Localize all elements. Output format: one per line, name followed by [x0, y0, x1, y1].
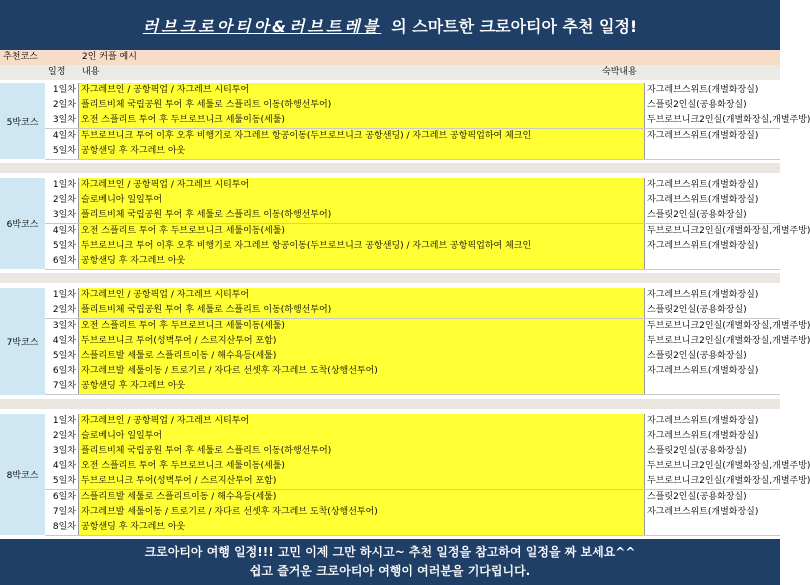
day-cell: 5일차	[45, 474, 79, 489]
stay-cell: 두브로브니크2인실(개별화장실,개별주방)	[645, 319, 780, 334]
top-banner	[0, 0, 780, 50]
header-row-1	[0, 50, 780, 65]
itinerary-row	[45, 254, 780, 270]
day-cell: 1일차	[45, 83, 79, 98]
day-cell: 4일차	[45, 459, 79, 474]
day-cell: 5일차	[45, 349, 79, 364]
itinerary-row	[45, 113, 810, 129]
description-cell: 오전 스플리트 투어 후 두브로브니크 세툴이동(세툴)	[79, 113, 645, 128]
description-cell: 오전 스플리트 투어 후 두브로브니크 세툴이동(세툴)	[79, 319, 645, 334]
day-cell: 1일차	[45, 288, 79, 303]
stay-cell: 자그레브스위트(개별화장실)	[645, 239, 780, 254]
description-cell: 플리트비체 국립공원 투어 후 세툴로 스플리트 이동(하행선투어)	[79, 444, 645, 459]
stay-cell: 두브로브니크2인실(개별화장실,개별주방)	[645, 459, 780, 474]
itinerary-row	[45, 239, 780, 255]
course-block	[0, 288, 810, 394]
example-label: 2인 커플 예시	[82, 52, 137, 62]
course-name: 8박코스	[0, 414, 46, 536]
stay-cell: 자그레브스위트(개별화장실)	[645, 364, 780, 379]
itinerary-row	[45, 129, 780, 145]
stay-cell: 자그레브스위트(개별화장실)	[645, 429, 780, 444]
stay-cell: 두브로브니크2인실(개별화장실,개별주방)	[645, 113, 780, 128]
itinerary-row	[45, 334, 810, 350]
course-column-label: 추천코스	[3, 52, 38, 62]
stay-cell: 자그레브스위트(개별화장실)	[645, 129, 780, 144]
description-cell: 두브로브니크 투어 이후 오후 비행기로 자그레브 항공이동(두브로브니크 공항샌딩) / 자그레브 공항픽업하여 체크인	[79, 129, 645, 144]
itinerary-row	[45, 83, 780, 99]
footer-line-2: 쉽고 즐거운 크로아티아 여행이 여러분을 기다립니다.	[249, 564, 531, 578]
itinerary-row	[45, 474, 810, 490]
day-cell: 2일차	[45, 303, 79, 318]
stay-cell: 자그레브스위트(개별화장실)	[645, 288, 780, 303]
stay-cell: 자그레브스위트(개별화장실)	[645, 414, 780, 429]
stay-cell: 자그레브스위트(개별화장실)	[645, 193, 780, 208]
description-cell: 두브로브니크 투어(성벽투어 / 스르지산투어 포함)	[79, 474, 645, 489]
course-block	[0, 414, 810, 536]
description-cell: 오전 스플리트 투어 후 두브로브니크 세툴이동(세툴)	[79, 224, 645, 239]
day-cell: 4일차	[45, 334, 79, 349]
itinerary-row	[45, 379, 780, 395]
stay-cell: 자그레브스위트(개별화장실)	[645, 83, 780, 98]
description-cell: 자그레브인 / 공항픽업 / 자그레브 시티투어	[79, 414, 645, 429]
course-block	[0, 83, 810, 159]
stay-cell: 스플릿2인실(공용화장실)	[645, 349, 780, 364]
spacer-row	[0, 273, 780, 283]
spacer-row	[0, 399, 780, 409]
itinerary-row	[45, 349, 780, 365]
stay-cell: 자그레브스위트(개별화장실)	[645, 178, 780, 193]
stay-cell	[645, 144, 780, 159]
description-cell: 공항샌딩 후 자그레브 아웃	[79, 379, 645, 394]
day-cell: 3일차	[45, 444, 79, 459]
description-cell: 자그레브인 / 공항픽업 / 자그레브 시티투어	[79, 178, 645, 193]
day-cell: 3일차	[45, 208, 79, 223]
day-column-label: 일정	[48, 67, 66, 77]
stay-cell: 두브로브니크2인실(개별화장실,개별주방)	[645, 334, 780, 349]
itinerary-row	[45, 319, 810, 335]
itinerary-sheet	[0, 50, 810, 539]
stay-cell: 스플릿2인실(공용화장실)	[645, 303, 780, 318]
stay-cell: 두브로브니크2인실(개별화장실,개별주방)	[645, 474, 780, 489]
itinerary-row	[45, 414, 780, 430]
itinerary-row	[45, 459, 810, 475]
footer-line-1: 크로아티아 여행 일정!!! 고민 이제 그만 하시고~ 추천 일정을 참고하여 일정을 짜 보세요^^	[144, 545, 636, 559]
stay-cell: 두브로브니크2인실(개별화장실,개별주방)	[645, 224, 780, 239]
course-block	[0, 178, 810, 269]
stay-cell: 스플릿2인실(공용화장실)	[645, 208, 780, 223]
itinerary-row	[45, 429, 780, 445]
brand-name: 러브크로아티아&러브트레블	[142, 16, 382, 36]
day-cell: 8일차	[45, 520, 79, 535]
itinerary-row	[45, 520, 780, 536]
itinerary-row	[45, 193, 780, 209]
description-cell: 플리트비체 국립공원 투어 후 세툴로 스플리트 이동(하행선투어)	[79, 303, 645, 318]
course-name: 6박코스	[0, 178, 46, 269]
stay-cell: 스플릿2인실(공용화장실)	[645, 98, 780, 113]
itinerary-row	[45, 224, 810, 240]
description-cell: 자그레브발 세툴이동 / 트로기르 / 자다르 선셋후 자그레브 도착(상행선투어)	[79, 364, 645, 379]
description-cell: 슬로베니아 일일투어	[79, 193, 645, 208]
course-name: 5박코스	[0, 83, 46, 159]
itinerary-row	[45, 144, 780, 160]
page-title	[143, 14, 637, 37]
spacer-row	[0, 163, 780, 173]
day-cell: 7일차	[45, 379, 79, 394]
day-cell: 3일차	[45, 319, 79, 334]
day-cell: 5일차	[45, 239, 79, 254]
day-cell: 5일차	[45, 144, 79, 159]
itinerary-row	[45, 208, 780, 224]
stay-cell: 스플릿2인실(공용화장실)	[645, 444, 780, 459]
description-cell: 슬로베니아 일일투어	[79, 429, 645, 444]
description-cell: 스플리트발 세툴로 스플리트이동 / 해수욕등(세툴)	[79, 490, 645, 505]
itinerary-row	[45, 444, 780, 460]
description-cell: 공항샌딩 후 자그레브 아웃	[79, 254, 645, 269]
itinerary-row	[45, 178, 780, 194]
description-cell: 오전 스플리트 투어 후 두브로브니크 세툴이동(세툴)	[79, 459, 645, 474]
day-cell: 2일차	[45, 429, 79, 444]
description-cell: 자그레브발 세툴이동 / 트로기르 / 자다르 선셋후 자그레브 도착(상행선투어)	[79, 505, 645, 520]
stay-cell	[645, 254, 780, 269]
description-cell: 공항샌딩 후 자그레브 아웃	[79, 520, 645, 535]
itinerary-row	[45, 303, 780, 319]
day-cell: 6일차	[45, 254, 79, 269]
itinerary-row	[45, 490, 780, 506]
stay-cell: 스플릿2인실(공용화장실)	[645, 490, 780, 505]
description-cell: 자그레브인 / 공항픽업 / 자그레브 시티투어	[79, 83, 645, 98]
itinerary-row	[45, 98, 780, 114]
description-cell: 플리트비체 국립공원 투어 후 세툴로 스플리트 이동(하행선투어)	[79, 208, 645, 223]
itinerary-row	[45, 364, 780, 380]
description-cell: 공항샌딩 후 자그레브 아웃	[79, 144, 645, 159]
stay-column-label: 숙박내용	[602, 67, 637, 77]
stay-cell: 자그레브스위트(개별화장실)	[645, 505, 780, 520]
description-cell: 스플리트발 세툴로 스플리트이동 / 해수욕등(세툴)	[79, 349, 645, 364]
description-cell: 자그레브인 / 공항픽업 / 자그레브 시티투어	[79, 288, 645, 303]
title-rest: 의 스마트한 크로아티아 추천 일정!	[391, 16, 638, 36]
itinerary-row	[45, 505, 780, 521]
day-cell: 7일차	[45, 505, 79, 520]
bottom-banner	[0, 539, 780, 585]
course-name: 7박코스	[0, 288, 46, 394]
stay-cell	[645, 520, 780, 535]
day-cell: 6일차	[45, 364, 79, 379]
content-column-label: 내용	[82, 67, 100, 77]
itinerary-row	[45, 288, 780, 304]
day-cell: 2일차	[45, 98, 79, 113]
day-cell: 4일차	[45, 224, 79, 239]
description-cell: 두브로브니크 투어(성벽투어 / 스르지산투어 포함)	[79, 334, 645, 349]
description-cell: 두브로브니크 투어 이후 오후 비행기로 자그레브 항공이동(두브로브니크 공항샌딩) / 자그레브 공항픽업하여 체크인	[79, 239, 645, 254]
stay-cell	[645, 379, 780, 394]
day-cell: 6일차	[45, 490, 79, 505]
day-cell: 1일차	[45, 414, 79, 429]
day-cell: 3일차	[45, 113, 79, 128]
header-row-2	[0, 65, 780, 80]
day-cell: 2일차	[45, 193, 79, 208]
description-cell: 플리트비체 국립공원 투어 후 세툴로 스플리트 이동(하행선투어)	[79, 98, 645, 113]
day-cell: 4일차	[45, 129, 79, 144]
day-cell: 1일차	[45, 178, 79, 193]
